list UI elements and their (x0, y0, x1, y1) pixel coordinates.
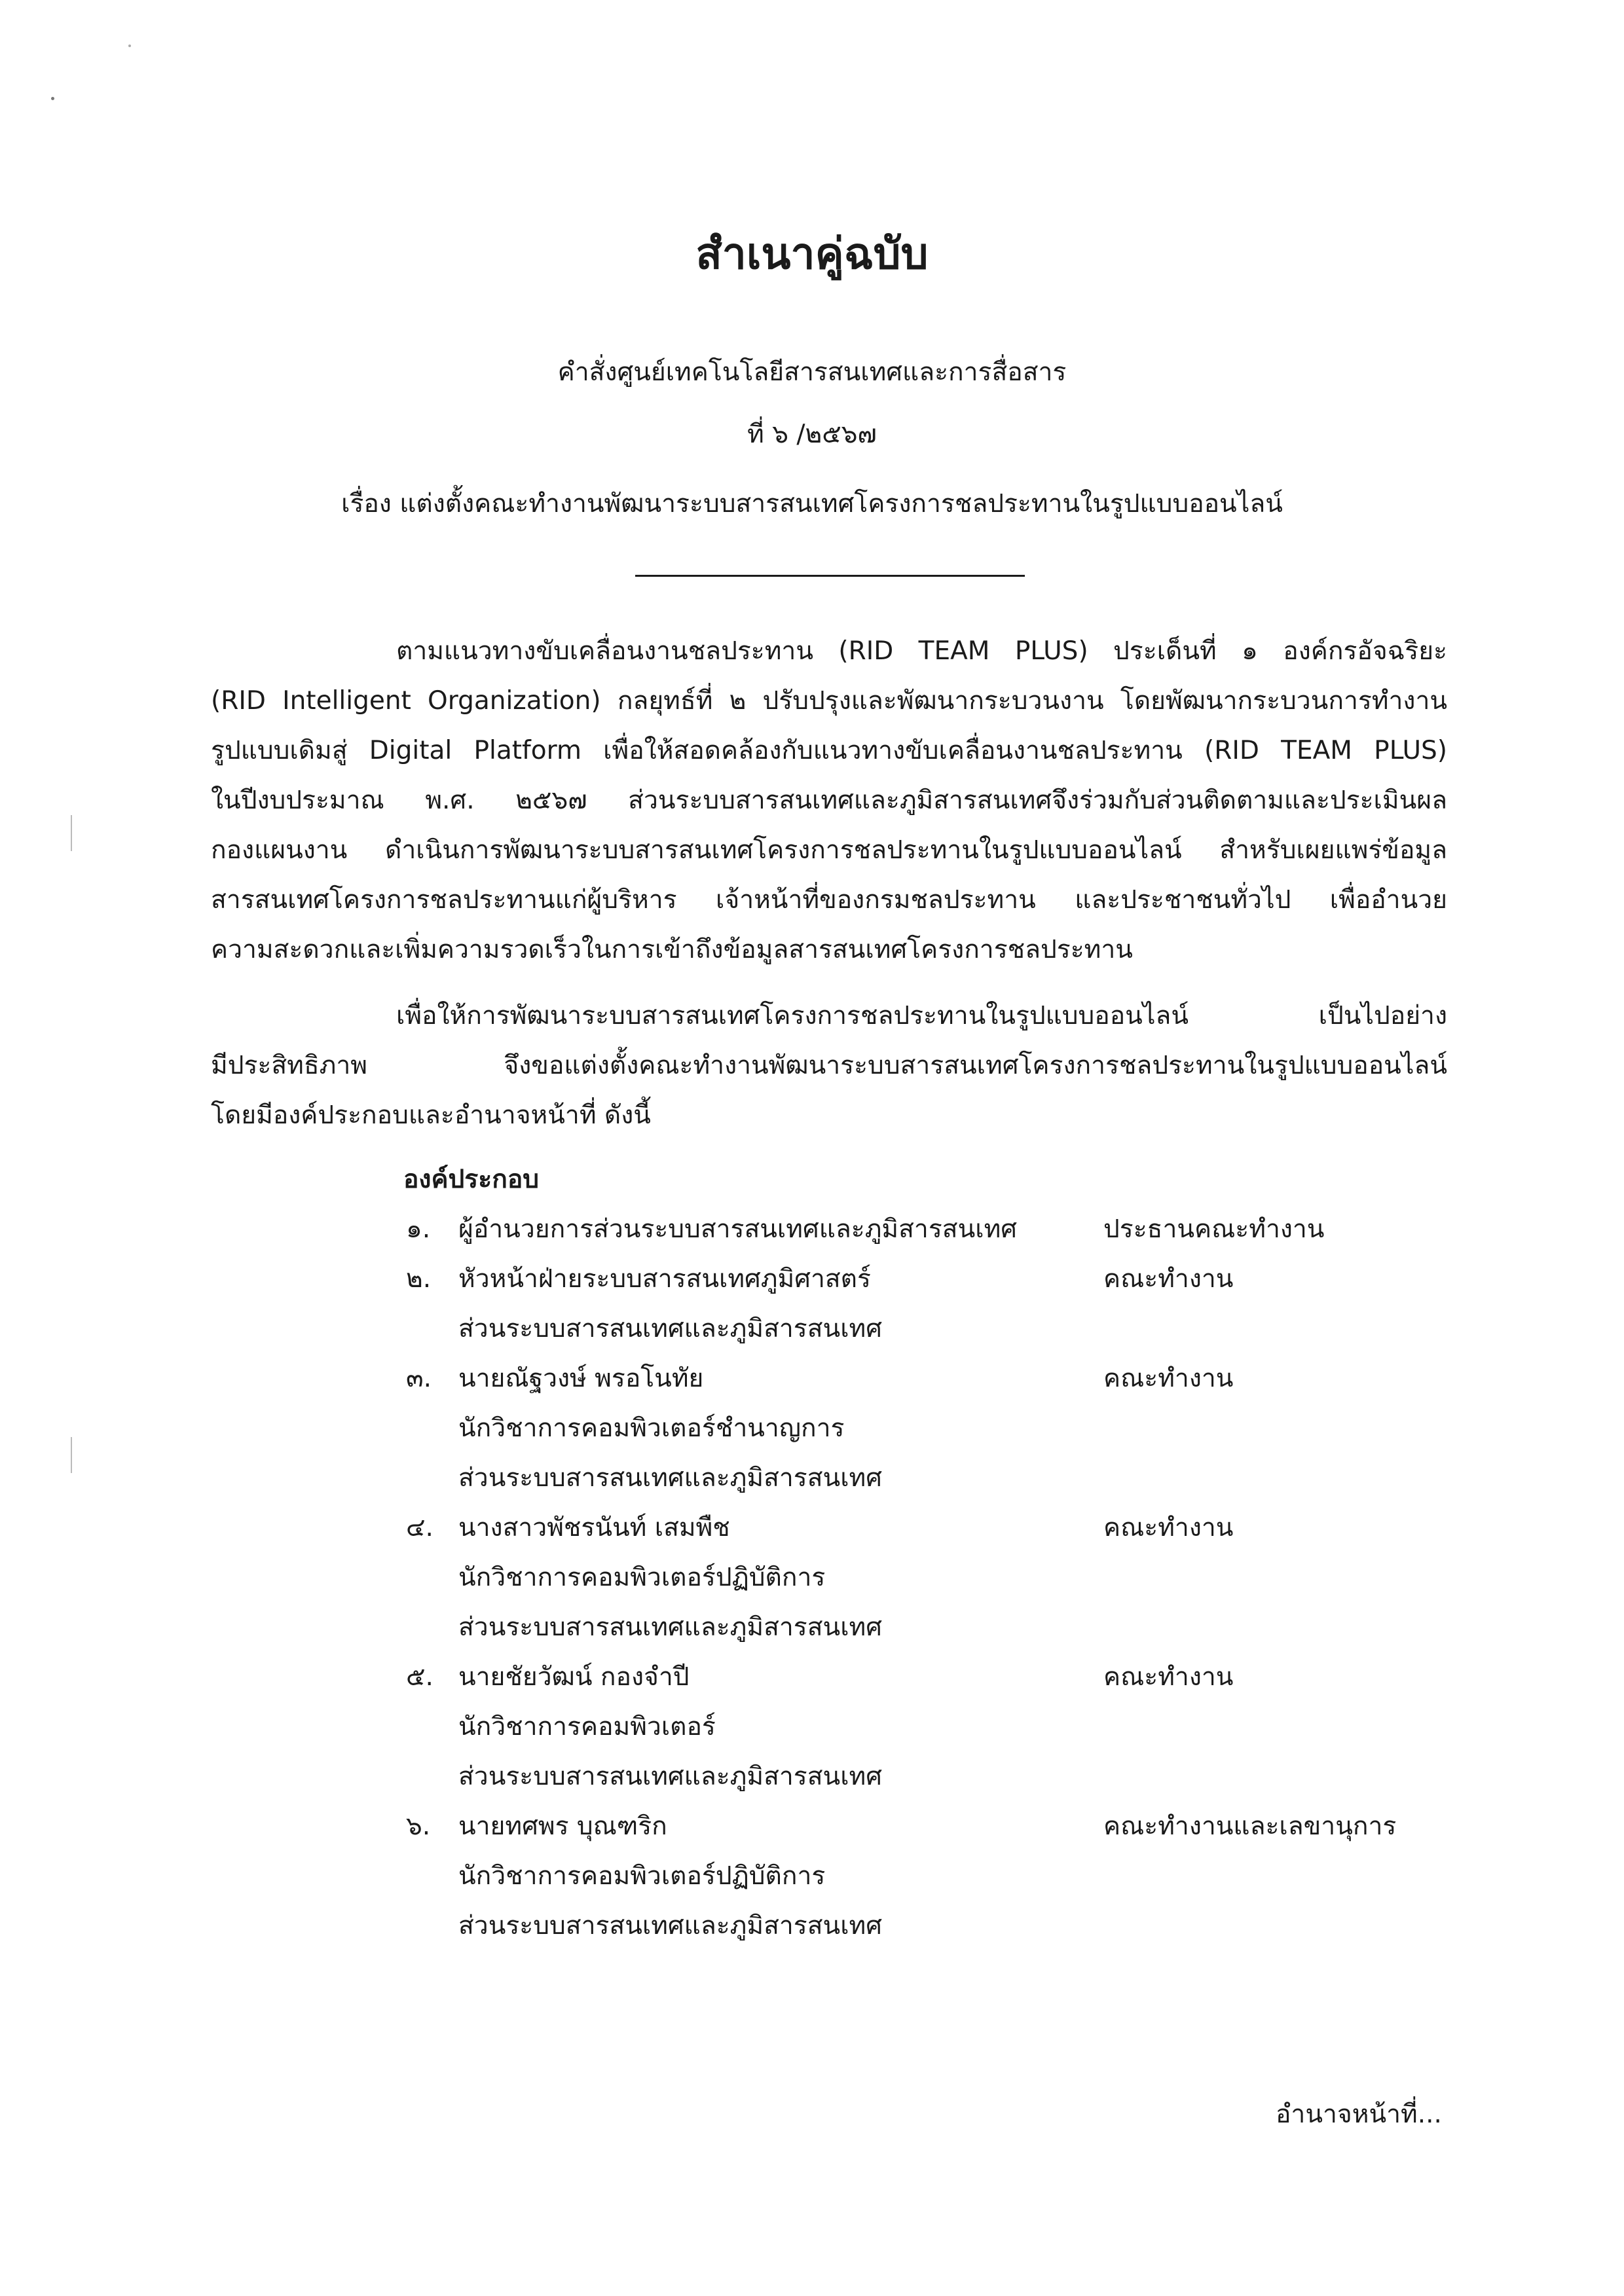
paragraph-1-line: ตามแนวทางขับเคลื่อนงานชลประทาน (RID TEAM PLUS) ประเด็นที่ ๑ องค์กรอัจฉริยะ (396, 636, 1447, 666)
paragraph-1-line: กองแผนงาน ดำเนินการพัฒนาระบบสารสนเทศโครงการชลประทานในรูปแบบออนไลน์ สำหรับเผยแพร่ข้อมูล (211, 835, 1447, 865)
member-line: นายณัฐวงษ์ พรอโนทัย (458, 1364, 704, 1393)
order-subject: เรื่อง แต่งตั้งคณะทำงานพัฒนาระบบสารสนเทศโครงการชลประทานในรูปแบบออนไลน์ (341, 489, 1283, 519)
member-number: ๕. (406, 1662, 434, 1692)
member-line: ผู้อำนวยการส่วนระบบสารสนเทศและภูมิสารสนเทศ (458, 1214, 1018, 1244)
member-line: ส่วนระบบสารสนเทศและภูมิสารสนเทศ (458, 1314, 882, 1343)
member-line: ส่วนระบบสารสนเทศและภูมิสารสนเทศ (458, 1463, 882, 1493)
member-line: ส่วนระบบสารสนเทศและภูมิสารสนเทศ (458, 1911, 882, 1941)
order-number: ที่ ๖ /๒๕๖๗ (747, 420, 877, 449)
member-line: หัวหน้าฝ่ายระบบสารสนเทศภูมิศาสตร์ (458, 1264, 871, 1294)
member-line: ส่วนระบบสารสนเทศและภูมิสารสนเทศ (458, 1613, 882, 1642)
member-line: นักวิชาการคอมพิวเตอร์ปฏิบัติการ (458, 1563, 826, 1592)
member-role: คณะทำงาน (1103, 1662, 1234, 1692)
scan-edge-mark (71, 1437, 72, 1473)
member-number: ๔. (406, 1513, 434, 1542)
member-number: ๖. (406, 1812, 431, 1841)
member-role: ประธานคณะทำงาน (1103, 1214, 1325, 1244)
member-line: นายทศพร บุณฑริก (458, 1812, 667, 1841)
document-title: สำเนาคู่ฉบับ (695, 228, 929, 279)
paragraph-2-line: โดยมีองค์ประกอบและอำนาจหน้าที่ ดังนี้ (211, 1101, 651, 1130)
member-role: คณะทำงาน (1103, 1364, 1234, 1393)
title-divider (635, 575, 1025, 577)
member-line: นางสาวพัชรนันท์ เสมพืช (458, 1513, 730, 1542)
member-line: นายชัยวัฒน์ กองจำปี (458, 1662, 690, 1692)
order-issuer: คำสั่งศูนย์เทคโนโลยีสารสนเทศและการสื่อสาร (557, 357, 1067, 387)
paragraph-1-line: รูปแบบเดิมสู่ Digital Platform เพื่อให้สอดคล้องกับแนวทางขับเคลื่อนงานชลประทาน (RID TEAM PLUS) (211, 736, 1447, 765)
member-role: คณะทำงานและเลขานุการ (1103, 1812, 1397, 1841)
paragraph-1-line: ความสะดวกและเพิ่มความรวดเร็วในการเข้าถึงข้อมูลสารสนเทศโครงการชลประทาน (211, 935, 1133, 964)
paragraph-2-line: มีประสิทธิภาพ จึงขอแต่งตั้งคณะทำงานพัฒนาระบบสารสนเทศโครงการชลประทานในรูปแบบออนไลน์ (211, 1051, 1447, 1080)
member-line: ส่วนระบบสารสนเทศและภูมิสารสนเทศ (458, 1762, 882, 1791)
paragraph-1-line: สารสนเทศโครงการชลประทานแก่ผู้บริหาร เจ้าหน้าที่ของกรมชลประทาน และประชาชนทั่วไป เพื่ออำนวย (211, 885, 1447, 915)
scan-speck (128, 45, 131, 47)
member-number: ๑. (406, 1214, 431, 1244)
member-role: คณะทำงาน (1103, 1513, 1234, 1542)
member-line: นักวิชาการคอมพิวเตอร์ปฏิบัติการ (458, 1861, 826, 1891)
paragraph-2-line: เพื่อให้การพัฒนาระบบสารสนเทศโครงการชลประทานในรูปแบบออนไลน์ เป็นไปอย่าง (396, 1001, 1447, 1030)
member-number: ๓. (406, 1364, 432, 1393)
continuation-note: อำนาจหน้าที่... (1276, 2100, 1442, 2129)
scan-speck (51, 97, 54, 100)
member-line: นักวิชาการคอมพิวเตอร์ (458, 1712, 716, 1741)
member-line: นักวิชาการคอมพิวเตอร์ชำนาญการ (458, 1413, 845, 1443)
scan-edge-mark (71, 815, 72, 851)
paragraph-1-line: ในปีงบประมาณ พ.ศ. ๒๕๖๗ ส่วนระบบสารสนเทศและภูมิสารสนเทศจึงร่วมกับส่วนติดตามและประเมินผล (211, 786, 1447, 815)
paragraph-1-line: (RID Intelligent Organization) กลยุทธ์ที่ ๒ ปรับปรุงและพัฒนากระบวนงาน โดยพัฒนากระบวนการทำงาน (211, 686, 1447, 716)
composition-heading: องค์ประกอบ (403, 1165, 539, 1194)
member-number: ๒. (406, 1264, 432, 1294)
member-role: คณะทำงาน (1103, 1264, 1234, 1294)
